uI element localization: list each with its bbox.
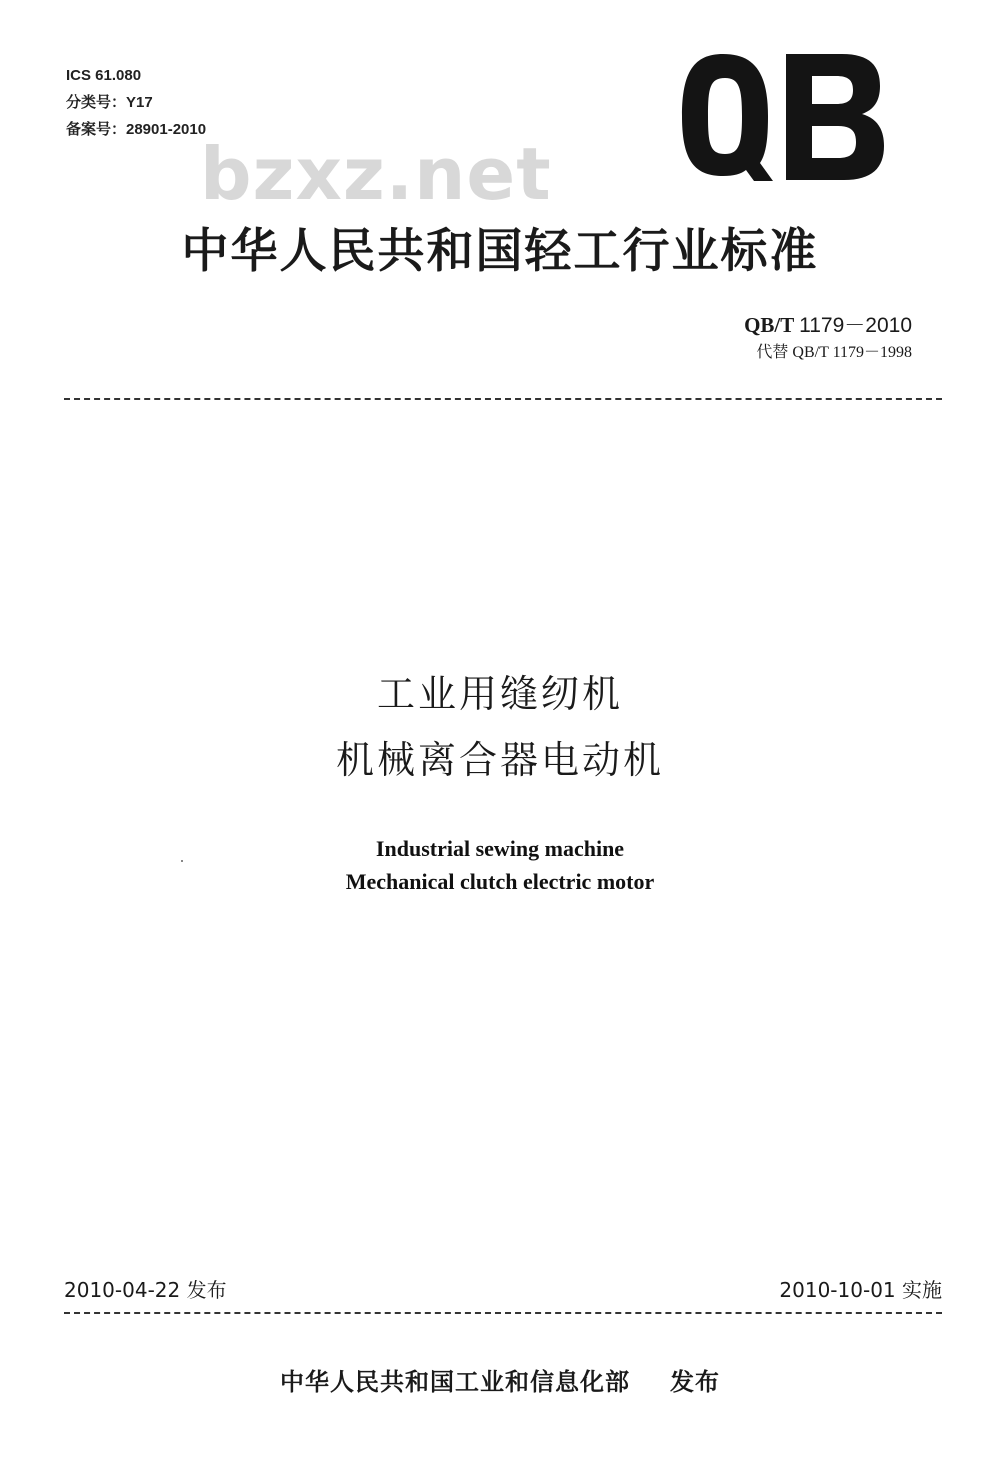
product-title-cn-line2: 机械离合器电动机 [335, 738, 664, 782]
standard-code-number: 1179－2010 [799, 314, 912, 337]
product-title-en-line2: Mechanical clutch electric motor [345, 869, 655, 894]
standard-code [744, 311, 912, 340]
standard-title: 中华人民共和国轻工行业标准 [181, 224, 819, 279]
standard-code-block [744, 311, 912, 366]
header-divider [64, 398, 942, 400]
publisher-name: 中华人民共和国工业和信息化部 [280, 1368, 630, 1396]
product-title-en [0, 832, 1000, 898]
record-number: 备案号：28901-2010 [66, 121, 207, 138]
ics-code: ICS 61.080 [66, 67, 142, 84]
publisher [0, 1362, 1000, 1397]
classification-number: 分类号：Y17 [66, 94, 153, 111]
footer-divider [64, 1312, 942, 1314]
scan-speck [181, 860, 183, 862]
classification-block [66, 62, 206, 143]
publisher-action: 发布 [670, 1368, 720, 1396]
qb-logo [678, 50, 888, 186]
implementation-date: 2010-10-01 实施 [779, 1278, 942, 1302]
product-title-en-line1: Industrial sewing machine [375, 836, 625, 861]
standard-code-prefix: QB/T [744, 313, 794, 337]
watermark: bzxz.net [200, 132, 552, 216]
issue-date: 2010-04-22 发布 [64, 1278, 227, 1302]
product-title-cn-line1: 工业用缝纫机 [376, 672, 623, 716]
replaces-standard: 代替 QB/T 1179－1998 [756, 344, 912, 361]
